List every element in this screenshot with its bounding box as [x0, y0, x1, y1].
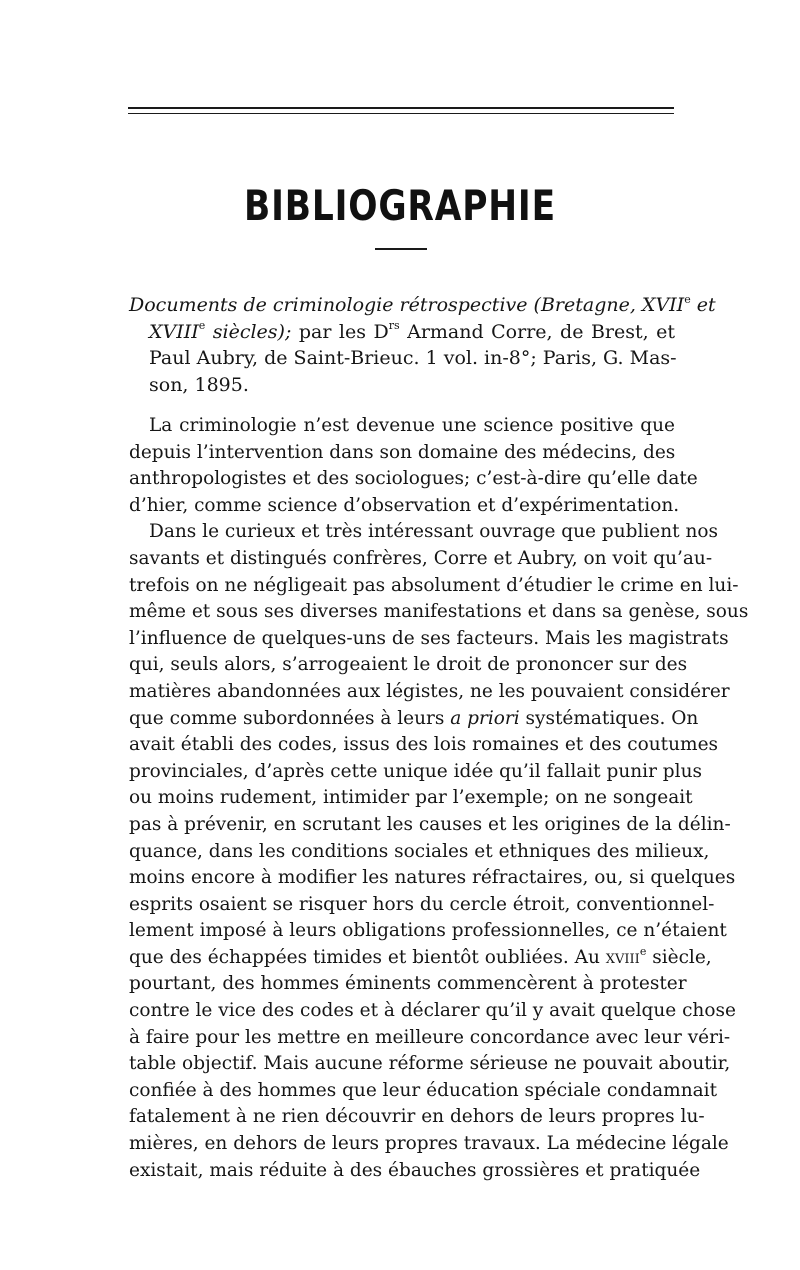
book-title-part-1: Documents de criminologie rétrospective (Bretagne, XVII — [129, 294, 685, 316]
body-line: d’hier, comme science d’observation et d’expérimentation. — [129, 494, 680, 516]
body-line: pourtant, des hommes éminents commencèrent à protester — [129, 973, 687, 995]
body-line: confiée à des hommes que leur éducation spéciale condamnait — [129, 1079, 717, 1101]
bibliographic-entry — [129, 292, 716, 398]
title-separator-rule — [375, 248, 427, 250]
superscript-rs: rs — [388, 319, 400, 333]
body-line-end: siècle, — [646, 946, 712, 968]
body-line: existait, mais réduite à des ébauches grossières et pratiquée — [129, 1159, 701, 1181]
body-line: mières, en dehors de leurs propres travaux. La médecine légale — [129, 1133, 729, 1155]
superscript-e: e — [684, 292, 691, 306]
body-line: lement imposé à leurs obligations professionnelles, ce n’étaient — [129, 920, 727, 942]
body-line: qui, seuls alors, s’arrogeaient le droit de prononcer sur des — [129, 654, 688, 676]
body-line: esprits osaient se risquer hors du cercle étroit, conventionnel- — [129, 893, 715, 915]
book-title-part-3: siècles); — [205, 320, 292, 343]
body-line: quance, dans les conditions sociales et ethniques des milieux, — [129, 840, 710, 862]
body-line: trefois on ne négligeait pas absolument d’étudier le crime en lui- — [129, 574, 739, 596]
entry-line-4: son, 1895. — [149, 373, 249, 396]
body-line: fatalement à ne rien découvrir en dehors de leurs propres lu- — [129, 1106, 705, 1128]
body-line: depuis l’intervention dans son domaine des médecins, des — [129, 441, 676, 463]
body-line-start: que des échappées timides et bientôt oubliées. Au — [129, 946, 606, 968]
body-line-a-priori — [129, 706, 699, 733]
body-line: à faire pour les mettre en meilleure concordance avec leur véri- — [129, 1026, 731, 1048]
authors-first: Armand Corre, de Brest, et — [399, 320, 676, 343]
superscript-e: e — [198, 319, 206, 333]
body-line: ou moins rudement, intimider par l’exemple; on ne songeait — [129, 787, 693, 809]
body-line-century — [129, 944, 712, 972]
body-line: La criminologie n’est devenue une science positive que — [149, 415, 675, 436]
italic-a-priori: a priori — [450, 707, 520, 729]
review-body — [129, 413, 749, 1184]
book-title-et: et — [690, 294, 716, 316]
body-line: table objectif. Mais aucune réforme sérieuse ne pouvait aboutir, — [129, 1053, 731, 1075]
header-double-rule-top — [128, 107, 674, 109]
body-line: pas à prévenir, en scrutant les causes et les origines de la délin- — [129, 813, 731, 835]
body-line: anthropologistes et des sociologues; c’est-à-dire qu’elle date — [129, 468, 698, 490]
body-line: Dans le curieux et très intéressant ouvrage que publient nos — [149, 521, 719, 543]
entry-line-1 — [129, 292, 716, 319]
body-line: matières abandonnées aux légistes, ne les pouvaient considérer — [129, 680, 730, 702]
entry-line-2 — [129, 319, 675, 346]
body-line: même et sous ses diverses manifestations et dans sa genèse, sous — [129, 601, 749, 623]
body-line: l’influence de quelques-uns de ses facteurs. Mais les magistrats — [129, 627, 729, 649]
body-line: provinciales, d’après cette unique idée qu’il fallait punir plus — [129, 760, 702, 782]
century-numeral: xviii — [605, 946, 640, 968]
authors-prefix: par les D — [291, 320, 389, 343]
header-double-rule-bottom — [128, 113, 674, 114]
book-title-part-2: XVIII — [149, 320, 199, 343]
body-line-start: que comme subordonnées à leurs — [129, 707, 451, 729]
body-line: contre le vice des codes et à déclarer qu’il y avait quelque chose — [129, 1000, 736, 1022]
entry-line-3: Paul Aubry, de Saint-Brieuc. 1 vol. in-8°; Paris, G. Mas- — [149, 347, 677, 369]
body-line: moins encore à modifier les natures réfractaires, ou, si quelques — [129, 867, 736, 889]
body-line: avait établi des codes, issus des lois romaines et des coutumes — [129, 734, 719, 756]
body-line: savants et distingués confrères, Corre et Aubry, on voit qu’au- — [129, 547, 713, 569]
section-title: BIBLIOGRAPHIE — [244, 181, 556, 230]
body-line-end: systématiques. On — [519, 707, 699, 729]
superscript-e: e — [639, 944, 647, 958]
